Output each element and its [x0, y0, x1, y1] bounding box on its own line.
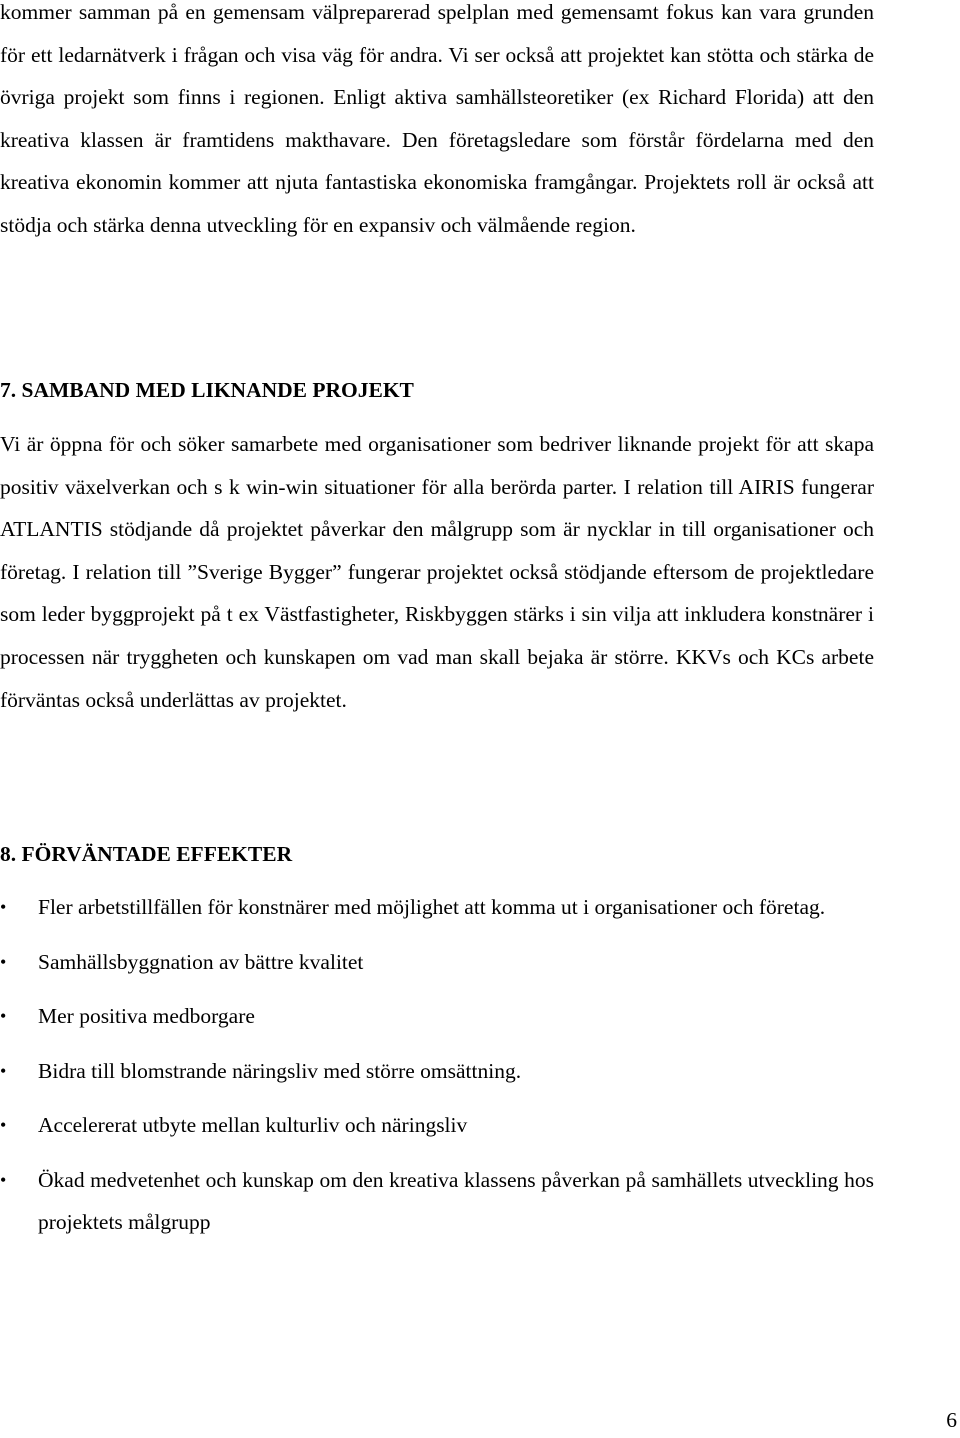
intro-paragraph: kommer samman på en gemensam välpreparerad spelplan med gemensamt fokus kan vara grunden för ett ledarnätverk i frågan och visa väg för andra. Vi ser också att projektet kan stötta och stärka de övriga projekt som finns i regionen. Enligt aktiva samhällsteoretiker (ex Richard Florida) att den kreativa klassen är framtidens makthavare. Den företagsledare som förstår fördelarna med den kreativa ekonomin kommer att njuta fantastiska ekonomiska framgångar. Projektets roll är också att stödja och stärka denna utveckling för en expansiv och välmående region. [0, 0, 874, 237]
list-item-text: Mer positiva medborgare [38, 1004, 255, 1028]
section-7-body: Vi är öppna för och söker samarbete med organisationer som bedriver liknande projekt för att skapa positiv växelverkan och s k win-win situationer för alla berörda parter. I relation till AIRIS fungerar ATLANTIS stödjande då projektet påverkar den målgrupp som är nycklar in till organisationer och företag. I relation till ”Sverige Bygger” fungerar projektet också stödjande eftersom de projektledare som leder byggprojekt på t ex Västfastigheter, Riskbyggen stärks i sin vilja att inkludera konstnärer i processen när tryggheten och kunskapen om vad man skall bejaka är större. KKVs och KCs arbete förväntas också underlättas av projektet. [0, 432, 874, 712]
bullet-icon: • [0, 1060, 7, 1081]
bullet-icon: • [0, 951, 7, 972]
section-8-heading: 8. FÖRVÄNTADE EFFEKTER [0, 842, 293, 866]
effects-list [0, 886, 874, 1256]
section-7-heading: 7. SAMBAND MED LIKNANDE PROJEKT [0, 378, 414, 402]
list-item [0, 886, 874, 929]
bullet-icon: • [0, 1006, 7, 1026]
list-item-text: Accelererat utbyte mellan kulturliv och näringsliv [38, 1113, 468, 1137]
list-item-text: Bidra till blomstrande näringsliv med större omsättning. [38, 1058, 522, 1083]
list-item [0, 1104, 874, 1147]
list-item [0, 941, 874, 984]
list-item-text: Fler arbetstillfällen för konstnärer med möjlighet att komma ut i organisationer och företag. [38, 895, 826, 919]
list-item-text: Ökad medvetenhet och kunskap om den kreativa klassens påverkan på samhällets utveckling hos projektets målgrupp [38, 1167, 874, 1234]
bullet-icon: • [0, 1115, 7, 1135]
list-item [0, 1159, 874, 1244]
page-number: 6 [946, 1408, 957, 1432]
list-item-text: Samhällsbyggnation av bättre kvalitet [38, 949, 364, 974]
bullet-icon: • [0, 897, 7, 917]
list-item [0, 995, 874, 1038]
list-item [0, 1050, 874, 1093]
bullet-icon: • [0, 1169, 7, 1190]
